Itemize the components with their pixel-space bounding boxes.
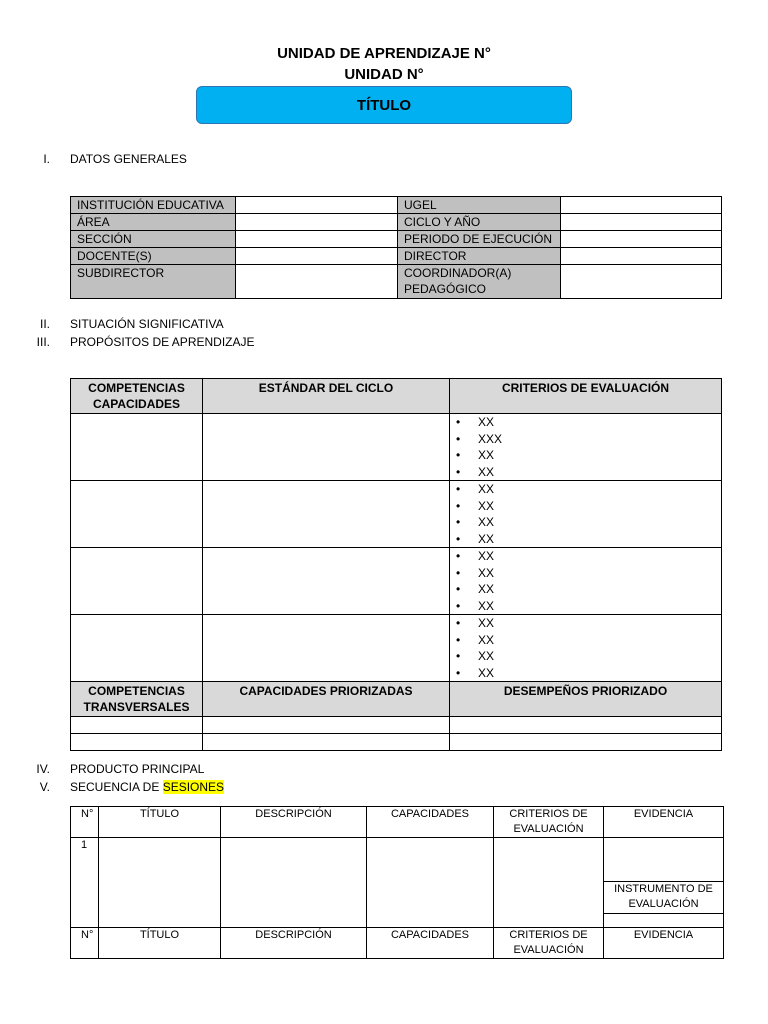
label-cell: PERIODO DE EJECUCIÓN [398,231,561,248]
column-header: COMPETENCIAS TRANSVERSALES [71,682,203,717]
label-cell: CICLO Y AÑO [398,214,561,231]
instrumento-label: INSTRUMENTO DE EVALUACIÓN [604,882,724,914]
label-cell: DIRECTOR [398,248,561,265]
value-cell[interactable] [236,231,398,248]
table-row [71,838,724,882]
criteria-item: • XX [456,598,721,615]
criteria-item: • XX [456,447,721,464]
column-header: N° [71,928,99,959]
column-header: TÍTULO [99,807,221,838]
value-cell[interactable] [561,214,722,231]
label-cell: ÁREA [71,214,236,231]
table-header-row [71,682,722,717]
criterios-cell[interactable] [450,481,722,548]
titulo-cell[interactable] [99,838,221,928]
section-number: IV. [36,762,50,776]
criteria-item: • XX [456,615,721,632]
table-row [71,197,722,214]
value-cell[interactable] [561,248,722,265]
criteria-item: • XX [456,581,721,598]
column-header: EVIDENCIA [604,928,724,959]
table-row [71,248,722,265]
table-cell[interactable] [450,734,722,751]
table-row [71,717,722,734]
criteria-item: • XX [456,665,721,682]
criteria-item: • XX [456,548,721,565]
estandar-cell[interactable] [203,548,450,615]
column-header: COMPETENCIAS CAPACIDADES [71,379,203,414]
competencia-cell[interactable] [71,548,203,615]
table-row [71,734,722,751]
criteria-item: • XX [456,531,721,548]
table-row [71,231,722,248]
estandar-cell[interactable] [203,481,450,548]
column-header: DESEMPEÑOS PRIORIZADO [450,682,722,717]
value-cell[interactable] [561,231,722,248]
criteria-item: • XX [456,514,721,531]
section-heading-producto: PRODUCTO PRINCIPAL [70,762,205,776]
sesiones-table [70,806,724,959]
column-header: CAPACIDADES PRIORIZADAS [203,682,450,717]
criteria-list [456,481,721,547]
label-cell: UGEL [398,197,561,214]
competencia-cell[interactable] [71,414,203,481]
table-header-row [71,379,722,414]
titulo-box [196,86,572,124]
table-row [71,548,722,615]
doc-title-line2: UNIDAD N° [344,66,424,83]
column-header: CAPACIDADES [367,807,494,838]
column-header: TÍTULO [99,928,221,959]
table-row [71,214,722,231]
section-heading-situacion: SITUACIÓN SIGNIFICATIVA [70,317,224,331]
instrumento-cell[interactable] [604,914,724,928]
section-number: III. [36,335,50,349]
criteria-item: • XX [456,565,721,582]
criterios-cell[interactable] [450,414,722,481]
column-header: CAPACIDADES [367,928,494,959]
value-cell[interactable] [236,265,398,299]
row-number: 1 [71,838,99,928]
table-row [71,265,722,299]
label-cell: DOCENTE(S) [71,248,236,265]
competencia-cell[interactable] [71,481,203,548]
descripcion-cell[interactable] [221,838,367,928]
label-cell: SECCIÓN [71,231,236,248]
column-header: DESCRIPCIÓN [221,928,367,959]
criteria-item: • XX [456,464,721,481]
criteria-list [456,548,721,614]
criteria-item: • XX [456,498,721,515]
criterios-cell[interactable] [450,548,722,615]
datos-generales-table [70,196,722,299]
criterios-cell[interactable] [450,615,722,682]
propositos-table [70,378,722,751]
criterios-cell[interactable] [494,838,604,928]
table-row [71,481,722,548]
value-cell[interactable] [236,197,398,214]
column-header: CRITERIOS DE EVALUACIÓN [494,928,604,959]
value-cell[interactable] [236,214,398,231]
criteria-item: • XX [456,481,721,498]
table-header-row [71,807,724,838]
label-cell: COORDINADOR(A) PEDAGÓGICO [398,265,561,299]
column-header: CRITERIOS DE EVALUACIÓN [494,807,604,838]
section-heading-datos: DATOS GENERALES [70,152,187,166]
table-cell[interactable] [71,717,203,734]
column-header: CRITERIOS DE EVALUACIÓN [450,379,722,414]
table-cell[interactable] [203,734,450,751]
criteria-item: • XX [456,632,721,649]
value-cell[interactable] [561,265,722,299]
criteria-item: • XX [456,648,721,665]
value-cell[interactable] [561,197,722,214]
table-cell[interactable] [203,717,450,734]
doc-title-line1: UNIDAD DE APRENDIZAJE N° [277,45,491,62]
table-cell[interactable] [450,717,722,734]
estandar-cell[interactable] [203,615,450,682]
section-heading-propositos: PROPÓSITOS DE APRENDIZAJE [70,335,255,349]
column-header: EVIDENCIA [604,807,724,838]
estandar-cell[interactable] [203,414,450,481]
criteria-list [456,615,721,681]
section-heading-secuencia [70,780,224,794]
value-cell[interactable] [236,248,398,265]
competencia-cell[interactable] [71,615,203,682]
section-number: V. [39,780,50,794]
column-header: ESTÁNDAR DEL CICLO [203,379,450,414]
table-row [71,615,722,682]
column-header: DESCRIPCIÓN [221,807,367,838]
table-header-row [71,928,724,959]
criteria-list [456,414,721,480]
label-cell: SUBDIRECTOR [71,265,236,299]
criteria-item: • XX [456,414,721,431]
evidencia-cell[interactable] [604,838,724,882]
section-number: II. [39,317,50,331]
highlighted-word: SESIONES [162,780,225,794]
section-number: I. [43,152,50,166]
criteria-item: • XXX [456,431,721,448]
table-row [71,414,722,481]
titulo-text: TÍTULO [356,96,412,114]
section-heading-text: SECUENCIA DE [70,780,163,794]
capacidades-cell[interactable] [367,838,494,928]
table-cell[interactable] [71,734,203,751]
column-header: N° [71,807,99,838]
label-cell: INSTITUCIÓN EDUCATIVA [71,197,236,214]
